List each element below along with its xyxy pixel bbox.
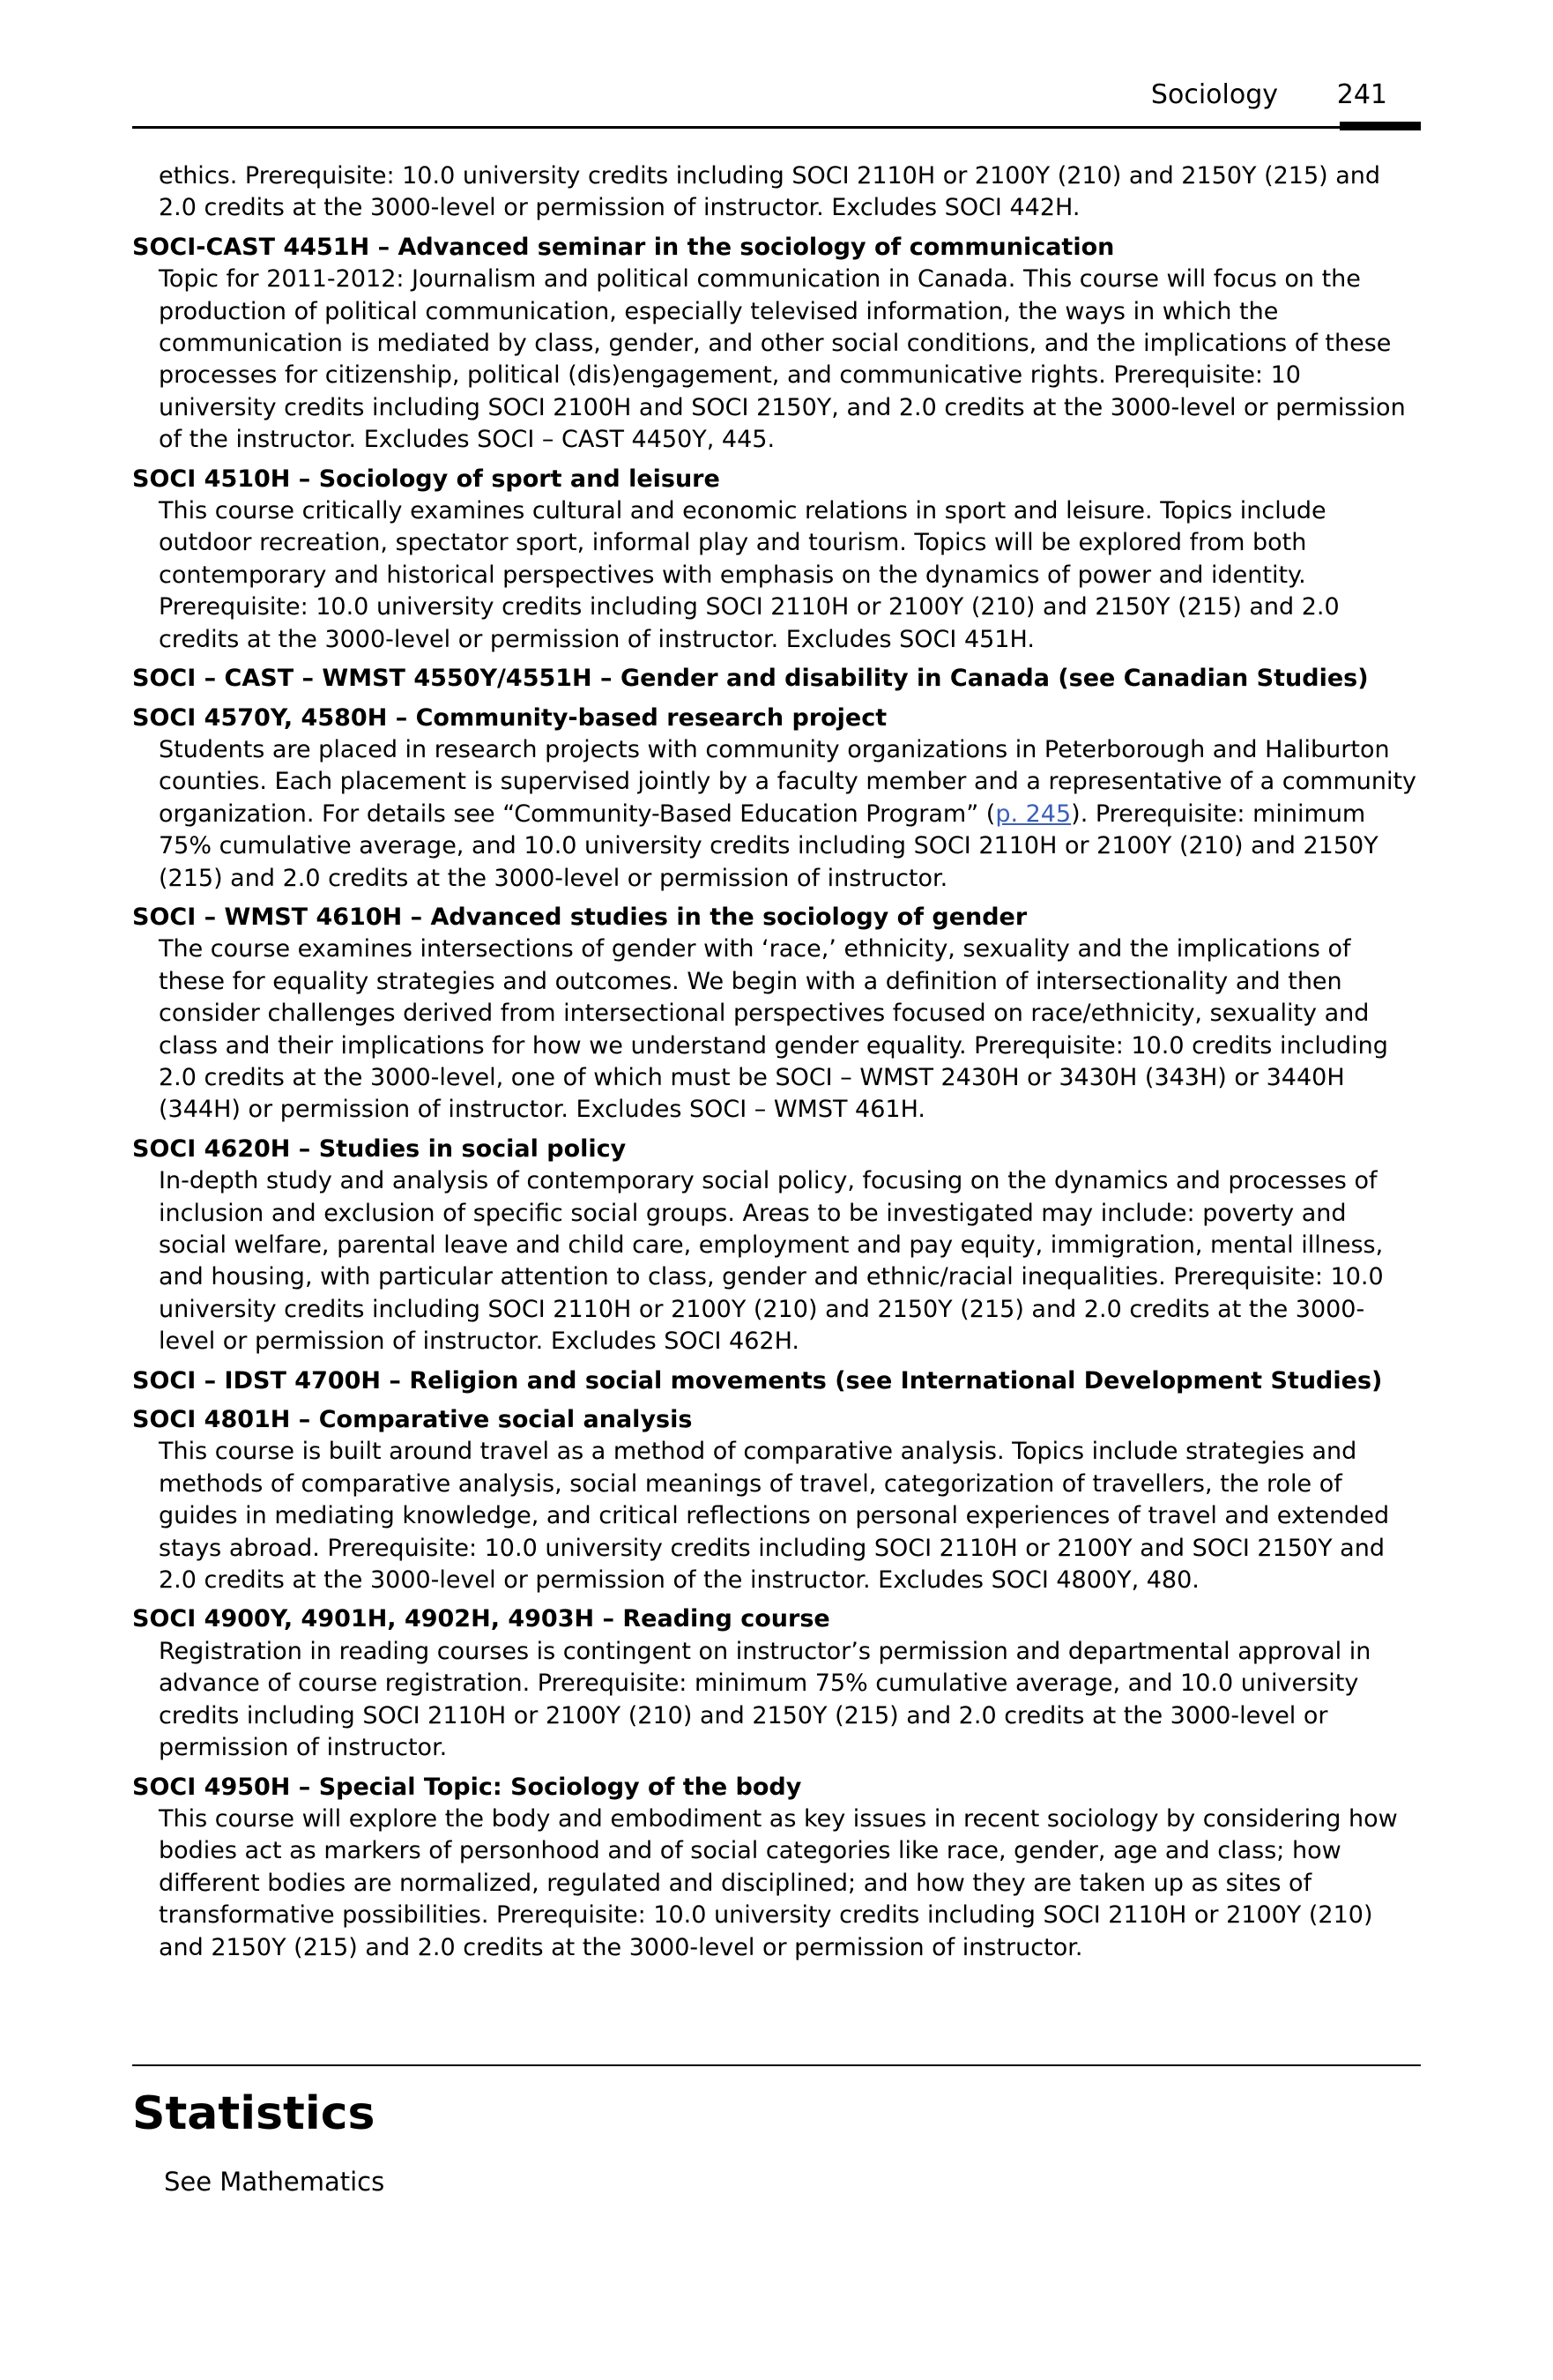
course-entry bbox=[132, 663, 1421, 695]
page-number: 241 bbox=[1336, 79, 1387, 110]
course-description: In-depth study and analysis of contemporary social policy, focusing on the dynamics and processes of inclusion and exclusion of specific social groups. Areas to be investigated may include: poverty and social welfare, parental leave and child care, employment and pay equity, immigration, mental illness, and housing, with particular attention to class, gender and ethnic/racial inequalities. Prerequisite: 10.0 university credits including SOCI 2110H or 2100Y (210) and 2150Y (215) and 2.0 credits at the 3000-level or permission of instructor. Excludes SOCI 462H. bbox=[159, 1167, 1384, 1356]
course-title: SOCI 4900Y, 4901H, 4902H, 4903H – Reading course bbox=[132, 1605, 830, 1633]
course-title: SOCI – WMST 4610H – Advanced studies in the sociology of gender bbox=[132, 903, 1028, 931]
course-title: SOCI – IDST 4700H – Religion and social movements (see International Development Studies) bbox=[132, 1366, 1383, 1395]
course-entry bbox=[132, 464, 1421, 656]
course-listing bbox=[132, 160, 1421, 1964]
header-rule bbox=[132, 126, 1421, 129]
course-description: This course will explore the body and embodiment as key issues in recent sociology by considering how bodies act as markers of personhood and of social categories like race, gender, age and class; how different bodies are normalized, regulated and disciplined; and how they are taken up as sites of transformative possibilities. Prerequisite: 10.0 university credits including SOCI 2110H or 2100Y (210) and 2150Y (215) and 2.0 credits at the 3000-level or permission of instructor. bbox=[159, 1804, 1398, 1961]
course-title: SOCI 4620H – Studies in social policy bbox=[132, 1134, 627, 1163]
course-description: This course critically examines cultural and economic relations in sport and leisure. Topics include outdoor recreation, spectator sport, informal play and tourism. Topics will be explored from both contemporary and historical perspectives with emphasis on the dynamics of power and identity. Prerequisite: 10.0 university credits including SOCI 2110H or 2100Y (210) and 2150Y (215) and 2.0 credits at the 3000-level or permission of instructor. Excludes SOCI 451H. bbox=[159, 497, 1340, 653]
course-title: SOCI – CAST – WMST 4550Y/4551H – Gender and disability in Canada (see Canadian Studies) bbox=[132, 665, 1369, 693]
course-entry bbox=[132, 1365, 1421, 1397]
page-reference-link[interactable]: p. 245 bbox=[995, 800, 1072, 828]
course-description: This course is built around travel as a method of comparative analysis. Topics include strategies and methods of comparative analysis, social meanings of travel, categorization of travellers, the role of guides in mediating knowledge, and critical reflections on personal experiences of travel and extended stays abroad. Prerequisite: 10.0 university credits including SOCI 2110H or 2100Y and SOCI 2150Y and 2.0 credits at the 3000-level or permission of the instructor. Excludes SOCI 4800Y, 480. bbox=[159, 1438, 1390, 1595]
course-entry bbox=[132, 1134, 1421, 1358]
course-description: Registration in reading courses is contingent on instructor’s permission and departmental approval in advance of course registration. Prerequisite: minimum 75% cumulative average, and 10.0 university credits including SOCI 2110H or 2100Y (210) and 2150Y (215) and 2.0 credits at the 3000-level or permission of instructor. bbox=[159, 1637, 1371, 1762]
section-divider bbox=[132, 2064, 1421, 2066]
header-tab-marker bbox=[1340, 122, 1421, 130]
course-description: Topic for 2011-2012: Journalism and political communication in Canada. This course will focus on the production of political communication, especially televised information, the ways in which the communication is mediated by class, gender, and other social conditions, and the implications of these processes for citizenship, political (dis)engagement, and communicative rights. Prerequisite: 10 university credits including SOCI 2100H and SOCI 2150Y, and 2.0 credits at the 3000-level or permission of the instructor. Excludes SOCI – CAST 4450Y, 445. bbox=[159, 265, 1406, 454]
course-title: SOCI 4510H – Sociology of sport and leisure bbox=[132, 465, 720, 493]
description-text: Students are placed in research projects with community organizations in Peterborough and Haliburton counties. Each placement is supervised jointly by a faculty member and a representative of a community organization. For details see “Community-Based Education Program” ( bbox=[159, 735, 1417, 828]
statistics-see-also: See Mathematics bbox=[164, 2167, 385, 2197]
statistics-heading: Statistics bbox=[132, 2087, 375, 2140]
course-description: The course examines intersections of gender with ‘race,’ ethnicity, sexuality and the implications of these for equality strategies and outcomes. We begin with a definition of intersectionality and then consider challenges derived from intersectional perspectives focused on race/ethnicity, sexuality and class and their implications for how we understand gender equality. Prerequisite: 10.0 credits including 2.0 credits at the 3000-level, one of which must be SOCI – WMST 2430H or 3430H (343H) or 3440H (344H) or permission of instructor. Excludes SOCI – WMST 461H. bbox=[159, 935, 1388, 1124]
course-title: SOCI 4570Y, 4580H – Community-based research project bbox=[132, 703, 888, 732]
course-description bbox=[132, 734, 1421, 895]
course-entry bbox=[132, 1404, 1421, 1596]
section-name: Sociology bbox=[1150, 79, 1278, 110]
course-title: SOCI-CAST 4451H – Advanced seminar in the sociology of communication bbox=[132, 233, 1115, 261]
course-entry bbox=[132, 232, 1421, 457]
description-text: ). Prerequisite: minimum 75% cumulative average, and 10.0 university credits including SOCI 2110H or 2100Y (210) and 2150Y (215) and 2.0 credits at the 3000-level or permission of instructor. bbox=[159, 800, 1378, 892]
course-title: SOCI 4801H – Comparative social analysis bbox=[132, 1406, 693, 1434]
continued-description: ethics. Prerequisite: 10.0 university credits including SOCI 2110H or 2100Y (210) and 2150Y (215) and 2.0 credits at the 3000-level or permission of instructor. Excludes SOCI 442H. bbox=[159, 162, 1381, 222]
course-entry bbox=[132, 1603, 1421, 1764]
course-entry bbox=[132, 1772, 1421, 1964]
page-header bbox=[132, 78, 1421, 130]
course-entry bbox=[132, 703, 1421, 895]
course-title: SOCI 4950H – Special Topic: Sociology of the body bbox=[132, 1773, 802, 1801]
course-entry bbox=[132, 902, 1421, 1127]
